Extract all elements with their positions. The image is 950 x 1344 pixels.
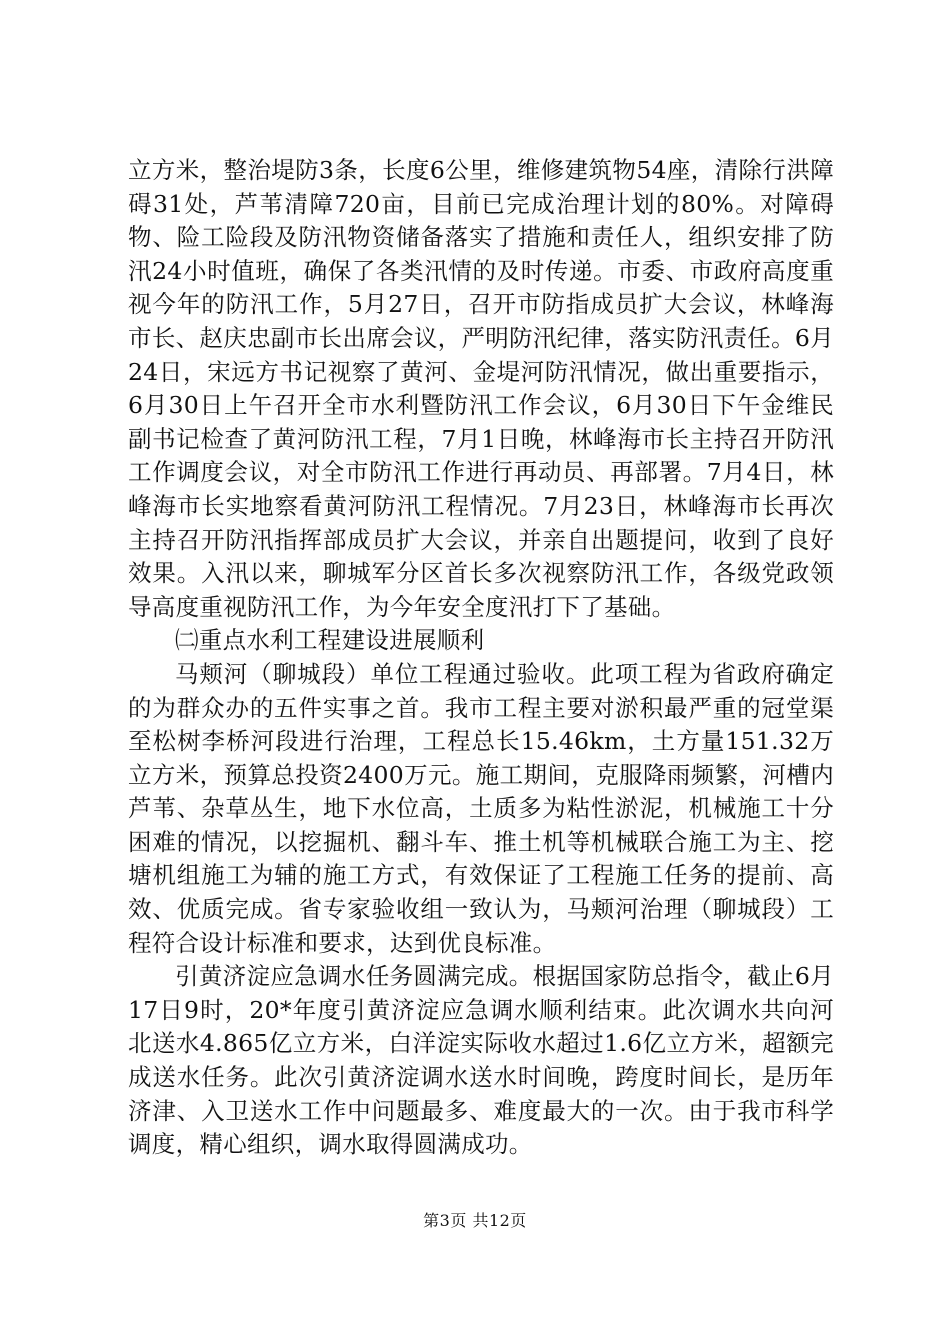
section-heading-key-projects: ㈡重点水利工程建设进展顺利: [175, 626, 485, 655]
paragraph-flood-control: 立方米，整治堤防3条，长度6公里，维修建筑物54座，清除行洪障碍31处，芦苇清障720亩，目前已完成治理计划的80%。对障碍物、险工险段及防汛物资储备落实了措施和责任人，组织安排了防汛24小时值班，确保了各类汛情的及时传递。市委、市政府高度重视今年的防汛工作，5月27日，召开市防指成员扩大会议，林峰海市长、赵庆忠副市长出席会议，严明防汛纪律，落实防汛责任。6月24日，宋远方书记视察了黄河、金堤河防汛情况，做出重要指示，6月30日上午召开全市水利暨防汛工作会议，6月30日下午金维民副书记检查了黄河防汛工程，7月1日晚，林峰海市长主持召开防汛工作调度会议，对全市防汛工作进行再动员、再部署。7月4日，林峰海市长实地察看黄河防汛工程情况。7月23日，林峰海市长再次主持召开防汛指挥部成员扩大会议，并亲自出题提问，收到了良好效果。入汛以来，聊城军分区首长多次视察防汛工作，各级党政领导高度重视防汛工作，为今年安全度汛打下了基础。: [128, 156, 834, 621]
page-footer: 第3页 共12页: [423, 1211, 527, 1230]
document-body: [128, 154, 834, 1162]
paragraph-majia-river: 马颊河（聊城段）单位工程通过验收。此项工程为省政府确定的为群众办的五件实事之首。我市工程主要对淤积最严重的冠堂渠至松树李桥河段进行治理，工程总长15.46km，土方量151.32万立方米，预算总投资2400万元。施工期间，克服降雨频繁，河槽内芦苇、杂草丛生，地下水位高，土质多为粘性淤泥，机械施工十分困难的情况，以挖掘机、翻斗车、推土机等机械联合施工为主、挖塘机组施工为辅的施工方式，有效保证了工程施工任务的提前、高效、优质完成。省专家验收组一致认为，马颊河治理（聊城段）工程符合设计标准和要求，达到优良标准。: [128, 659, 834, 957]
paragraph-water-diversion: 引黄济淀应急调水任务圆满完成。根据国家防总指令，截止6月17日9时，20*年度引黄济淀应急调水顺利结束。此次调水共向河北送水4.865亿立方米，白洋淀实际收水超过1.6亿立方米，超额完成送水任务。此次引黄济淀调水送水时间晚，跨度时间长，是历年济津、入卫送水工作中问题最多、难度最大的一次。由于我市科学调度，精心组织，调水取得圆满成功。: [128, 962, 834, 1159]
